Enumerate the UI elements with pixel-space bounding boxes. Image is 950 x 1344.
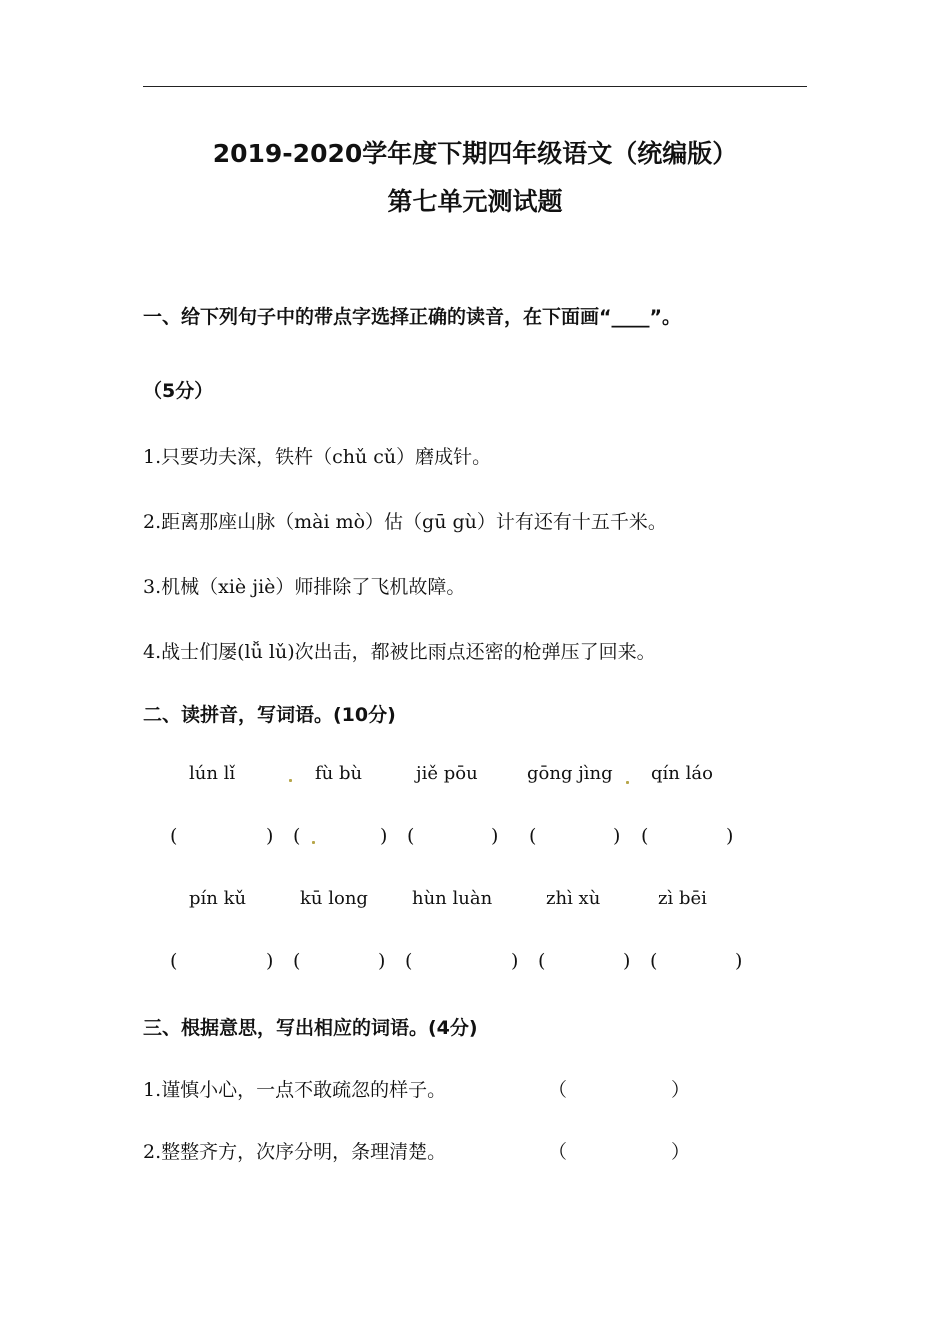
section-1-heading: 一、给下列句子中的带点字选择正确的读音，在下面画“____”。 bbox=[143, 306, 681, 328]
pinyin-ku-long: kū long bbox=[300, 888, 368, 909]
page-title: 2019-2020学年度下期四年级语文（统编版） bbox=[212, 139, 738, 168]
answer-box-open: ( bbox=[170, 950, 178, 972]
scan-speck bbox=[626, 781, 629, 784]
answer-box-close: ) bbox=[726, 825, 734, 847]
answer-box-close: ) bbox=[266, 825, 274, 847]
pinyin-qin-lao: qín láo bbox=[651, 763, 713, 784]
answer-box-open: （ bbox=[548, 1079, 568, 1101]
answer-box-close: ) bbox=[491, 825, 499, 847]
answer-box-open: ( bbox=[405, 950, 413, 972]
section-3-heading: 三、根据意思，写出相应的词语。(4分) bbox=[143, 1017, 478, 1039]
question-3-2: 2.整整齐方，次序分明，条理清楚。 bbox=[143, 1141, 447, 1163]
answer-box-open: ( bbox=[650, 950, 658, 972]
answer-box-open: （ bbox=[548, 1141, 568, 1163]
answer-box-open: ( bbox=[170, 825, 178, 847]
pinyin-fu-bu: fù bù bbox=[315, 763, 363, 784]
answer-box-close: ) bbox=[623, 950, 631, 972]
answer-box-open: ( bbox=[407, 825, 415, 847]
pinyin-zi-bei: zì bēi bbox=[658, 888, 707, 909]
section-1-score: （5分） bbox=[143, 380, 214, 402]
answer-box-close: ) bbox=[380, 825, 388, 847]
answer-box-close: ) bbox=[511, 950, 519, 972]
pinyin-zhi-xu: zhì xù bbox=[546, 888, 601, 909]
answer-box-open: ( bbox=[293, 950, 301, 972]
answer-box-open: ( bbox=[538, 950, 546, 972]
answer-box-close: ) bbox=[378, 950, 386, 972]
question-3-1: 1.谨慎小心，一点不敢疏忽的样子。 bbox=[143, 1079, 447, 1101]
answer-box-close: ） bbox=[671, 1079, 691, 1101]
question-1-4: 4.战士们屡(lǚ lǔ)次出击，都被比雨点还密的枪弹压了回来。 bbox=[143, 641, 656, 663]
question-1-1: 1.只要功夫深，铁杵（chǔ cǔ）磨成针。 bbox=[143, 446, 492, 468]
answer-box-open: ( bbox=[641, 825, 649, 847]
pinyin-gong-jing: gōng jìng bbox=[527, 763, 613, 784]
scan-speck bbox=[289, 779, 292, 782]
pinyin-hun-luan: hùn luàn bbox=[412, 888, 493, 909]
answer-box-close: ) bbox=[735, 950, 743, 972]
answer-box-close: ) bbox=[266, 950, 274, 972]
top-rule bbox=[143, 86, 807, 87]
question-1-3: 3.机械（xiè jiè）师排除了飞机故障。 bbox=[143, 576, 466, 598]
answer-box-close: ） bbox=[671, 1141, 691, 1163]
pinyin-lun-li: lún lǐ bbox=[189, 763, 236, 784]
section-2-heading: 二、读拼音，写词语。(10分) bbox=[143, 704, 396, 726]
question-1-2: 2.距离那座山脉（mài mò）估（gū gù）计有还有十五千米。 bbox=[143, 511, 667, 533]
answer-box-open: ( bbox=[293, 825, 301, 847]
scan-speck bbox=[312, 841, 315, 844]
pinyin-jie-pou: jiě pōu bbox=[416, 763, 478, 784]
pinyin-pin-ku: pín kǔ bbox=[189, 888, 247, 909]
answer-box-close: ) bbox=[613, 825, 621, 847]
page-subtitle: 第七单元测试题 bbox=[387, 187, 563, 216]
answer-box-open: ( bbox=[529, 825, 537, 847]
